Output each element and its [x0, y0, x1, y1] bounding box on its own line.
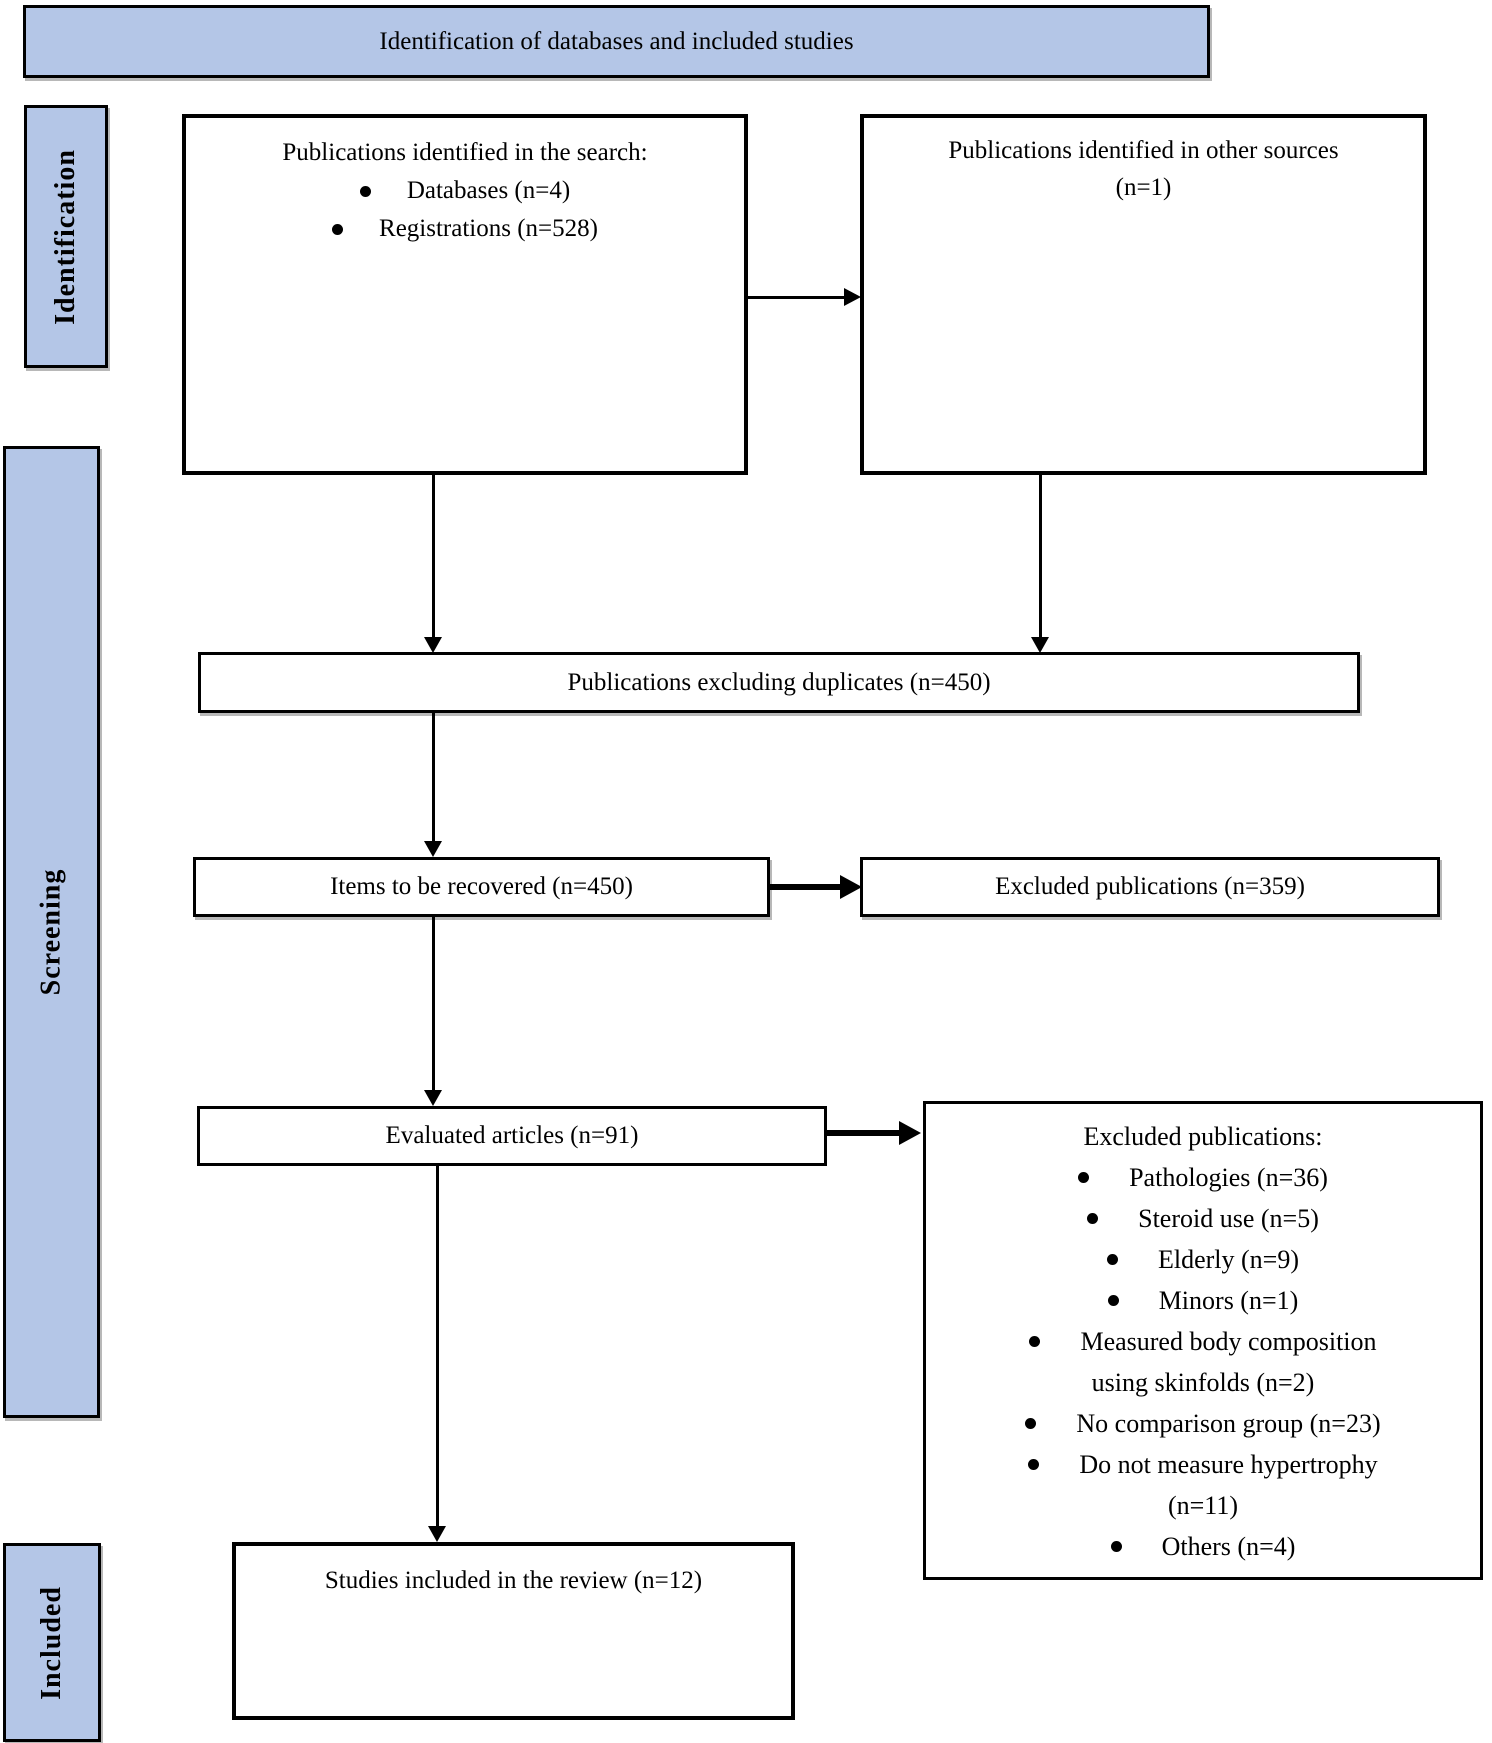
- arrow-search-to-other-sources-head: [844, 288, 861, 306]
- arrow-other-sources-to-duplicates-head: [1031, 637, 1049, 653]
- arrow-search-to-other-sources: [748, 296, 845, 299]
- arrow-recovered-to-excluded: [770, 884, 842, 890]
- arrow-evaluated-to-included: [436, 1166, 439, 1528]
- box-studies-included: [232, 1542, 795, 1720]
- box-other-sources-line2: (n=1): [1115, 174, 1172, 201]
- excluded-item-no-comparison: No comparison group (n=23): [926, 1403, 1480, 1444]
- box-excluding-duplicates: Publications excluding duplicates (n=450): [198, 652, 1360, 713]
- diagram-title: Identification of databases and included studies: [379, 27, 854, 55]
- bullet-icon: [1078, 1172, 1089, 1183]
- excluded-item-no-hypertrophy: Do not measure hypertrophy: [926, 1444, 1480, 1485]
- excluded-item-skinfolds-line2: using skinfolds (n=2): [1091, 1367, 1315, 1397]
- excluded-list-title: Excluded publications:: [1083, 1121, 1323, 1151]
- stage-label-included-text: Included: [36, 1585, 68, 1700]
- bullet-icon: [1087, 1213, 1098, 1224]
- excluded-item-minors: Minors (n=1): [926, 1280, 1480, 1321]
- excluded-item-skinfolds: Measured body composition: [926, 1321, 1480, 1362]
- excluded-item-steroid: Steroid use (n=5): [926, 1198, 1480, 1239]
- bullet-icon: [1108, 1295, 1119, 1306]
- stage-label-screening-text: Screening: [35, 868, 67, 996]
- arrow-duplicates-to-recovered-head: [424, 841, 442, 857]
- bullet-icon: [332, 224, 343, 235]
- box-publications-search-title: Publications identified in the search:: [282, 139, 648, 166]
- box-other-sources: [860, 114, 1427, 475]
- bullet-icon: [1029, 1336, 1040, 1347]
- stage-label-identification: [24, 105, 108, 368]
- stage-label-screening: [3, 446, 100, 1418]
- bullet-icon: [1111, 1541, 1122, 1552]
- arrow-recovered-to-evaluated-head: [424, 1090, 442, 1106]
- box-items-recovered: Items to be recovered (n=450): [193, 857, 770, 917]
- arrow-evaluated-to-excluded-list-head: [899, 1121, 921, 1145]
- excluded-item-pathologies: Pathologies (n=36): [926, 1157, 1480, 1198]
- excluded-item-others: Others (n=4): [926, 1526, 1480, 1567]
- box-other-sources-line1: Publications identified in other sources: [948, 137, 1339, 164]
- bullet-icon: [1025, 1418, 1036, 1429]
- box-evaluated-articles: Evaluated articles (n=91): [197, 1106, 827, 1166]
- excluded-item-elderly: Elderly (n=9): [926, 1239, 1480, 1280]
- stage-label-identification-text: Identification: [50, 148, 81, 325]
- arrow-recovered-to-excluded-head: [840, 875, 862, 899]
- arrow-evaluated-to-included-head: [428, 1526, 446, 1542]
- box-studies-included-text: Studies included in the review (n=12): [324, 1567, 703, 1594]
- title-banner: [23, 5, 1210, 78]
- arrow-search-to-duplicates: [432, 475, 435, 639]
- bullet-icon: [1107, 1254, 1118, 1265]
- box-excluded-publications-list: [923, 1101, 1483, 1580]
- bullet-icon: [360, 186, 371, 197]
- box-publications-search: [182, 114, 748, 475]
- bullet-icon: [1028, 1459, 1039, 1470]
- search-bullet-registrations: Registrations (n=528): [186, 212, 744, 246]
- box-excluded-publications-359: Excluded publications (n=359): [860, 857, 1440, 917]
- arrow-recovered-to-evaluated: [432, 917, 435, 1092]
- arrow-search-to-duplicates-head: [424, 637, 442, 653]
- arrow-other-sources-to-duplicates: [1039, 475, 1042, 639]
- arrow-duplicates-to-recovered: [432, 713, 435, 843]
- excluded-item-no-hypertrophy-line2: (n=11): [1167, 1490, 1238, 1520]
- stage-label-included: [3, 1543, 101, 1742]
- search-bullet-databases: Databases (n=4): [186, 174, 744, 208]
- arrow-evaluated-to-excluded-list: [827, 1130, 901, 1136]
